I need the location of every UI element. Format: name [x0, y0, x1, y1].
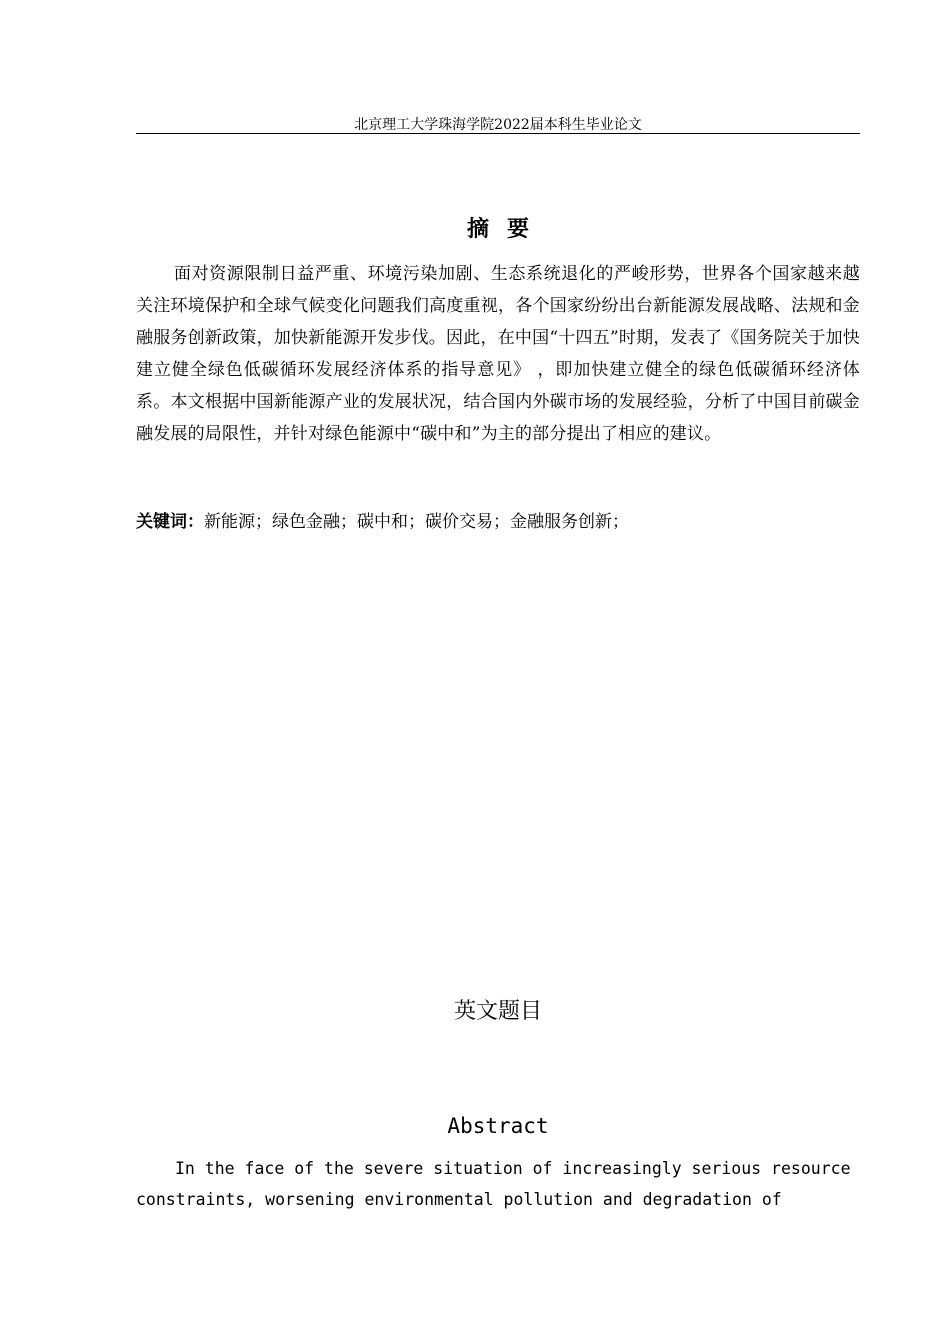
running-header: 北京理工大学珠海学院2022届本科生毕业论文 [354, 117, 642, 133]
abstract-en-body: In the face of the severe situation of increasingly serious resource constraints, worsening environmental pollution and degradation of [136, 1159, 851, 1209]
header-rule [136, 133, 860, 134]
abstract-en-title: Abstract [447, 1114, 549, 1138]
keywords-label: 关键词： [136, 512, 204, 532]
english-title-placeholder: 英文题目 [453, 999, 542, 1024]
abstract-cn-title: 摘要 [466, 217, 547, 242]
keywords-line [136, 506, 860, 538]
abstract-cn-body: 面对资源限制日益严重、环境污染加剧、生态系统退化的严峻形势，世界各个国家越来越关注环境保护和全球气候变化问题我们高度重视，各个国家纷纷出台新能源发展战略、法规和金融服务创新政策，加快新能源开发步伐。因此，在中国“十四五”时期，发表了《国务院关于加快建立健全绿色低碳循环发展经济体系的指导意见》 ，即加快建立健全的绿色低碳循环经济体系。本文根据中国新能源产业的发展状况，结合国内外碳市场的发展经验，分析了中国目前碳金融发展的局限性，并针对绿色能源中“碳中和”为主的部分提出了相应的建议。 [136, 264, 860, 444]
keywords-items: 新能源；绿色金融；碳中和；碳价交易；金融服务创新； [204, 512, 629, 532]
